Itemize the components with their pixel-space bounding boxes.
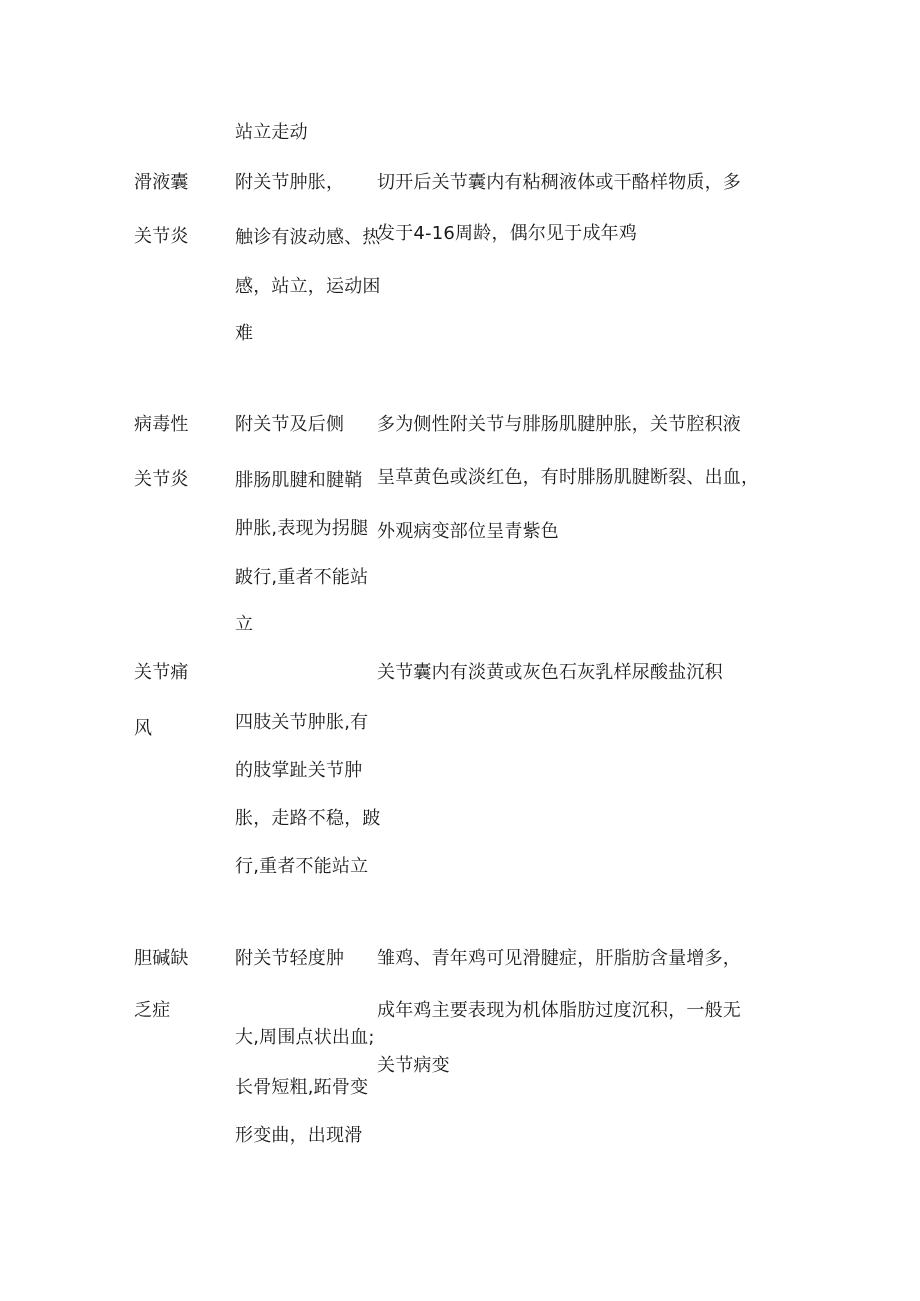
disease-name-line: 风 [134,718,153,739]
lesion-line: 雏鸡、青年鸡可见滑腱症，肝脂肪含量增多， [377,948,741,969]
symptom-line: 腓肠肌腱和腱鞘 [235,470,363,491]
symptom-line: 感，站立，运动困 [235,276,381,297]
symptom-line: 附关节及后侧 [235,414,345,435]
lesion-line: 成年鸡主要表现为机体脂肪过度沉积，一般无 [377,1000,741,1021]
lesion-line: 外观病变部位呈青紫色 [377,521,559,542]
symptom-line: 肿胀,表现为拐腿 [235,518,369,539]
lesion-line: 切开后关节囊内有粘稠液体或干酪样物质，多 [377,172,741,193]
symptom-line: 触诊有波动感、热 [235,227,381,248]
symptom-line: 四肢关节肿胀,有 [235,712,369,733]
disease-name-line: 乏症 [134,1000,171,1021]
lesion-line: 关节囊内有淡黄或灰色石灰乳样尿酸盐沉积 [377,662,723,683]
symptom-line: 立 [235,614,254,635]
symptom-line: 形变曲，出现滑 [235,1125,363,1146]
symptom-line: 附关节轻度肿 [235,948,345,969]
disease-name-line: 关节炎 [134,226,189,247]
disease-name-line: 滑液囊 [134,172,189,193]
symptom-line: 的肢掌趾关节肿 [235,760,363,781]
disease-name-line: 关节炎 [134,469,189,490]
symptom-line: 行,重者不能站立 [235,856,369,877]
lesion-line: 发于4-16周龄，偶尔见于成年鸡 [377,223,638,244]
disease-name-line: 关节痛 [134,662,189,683]
disease-name-line: 病毒性 [134,414,189,435]
symptom-line: 胀，走路不稳，跛 [235,808,381,829]
symptom-line: 大,周围点状出血; [235,1027,375,1048]
lesion-line: 呈草黄色或淡红色，有时腓肠肌腱断裂、出血， [377,467,760,488]
lesion-line: 多为侧性附关节与腓肠肌腱肿胀，关节腔积液 [377,414,741,435]
symptom-line: 长骨短粗,跖骨变 [235,1077,369,1098]
symptom-line: 附关节肿胀， [235,172,345,193]
symptom-line: 跛行,重者不能站 [235,567,369,588]
symptom-line: 难 [235,323,254,344]
lesion-line: 关节病变 [377,1055,450,1076]
continuation-text: 站立走动 [235,122,308,143]
disease-name-line: 胆碱缺 [134,948,189,969]
